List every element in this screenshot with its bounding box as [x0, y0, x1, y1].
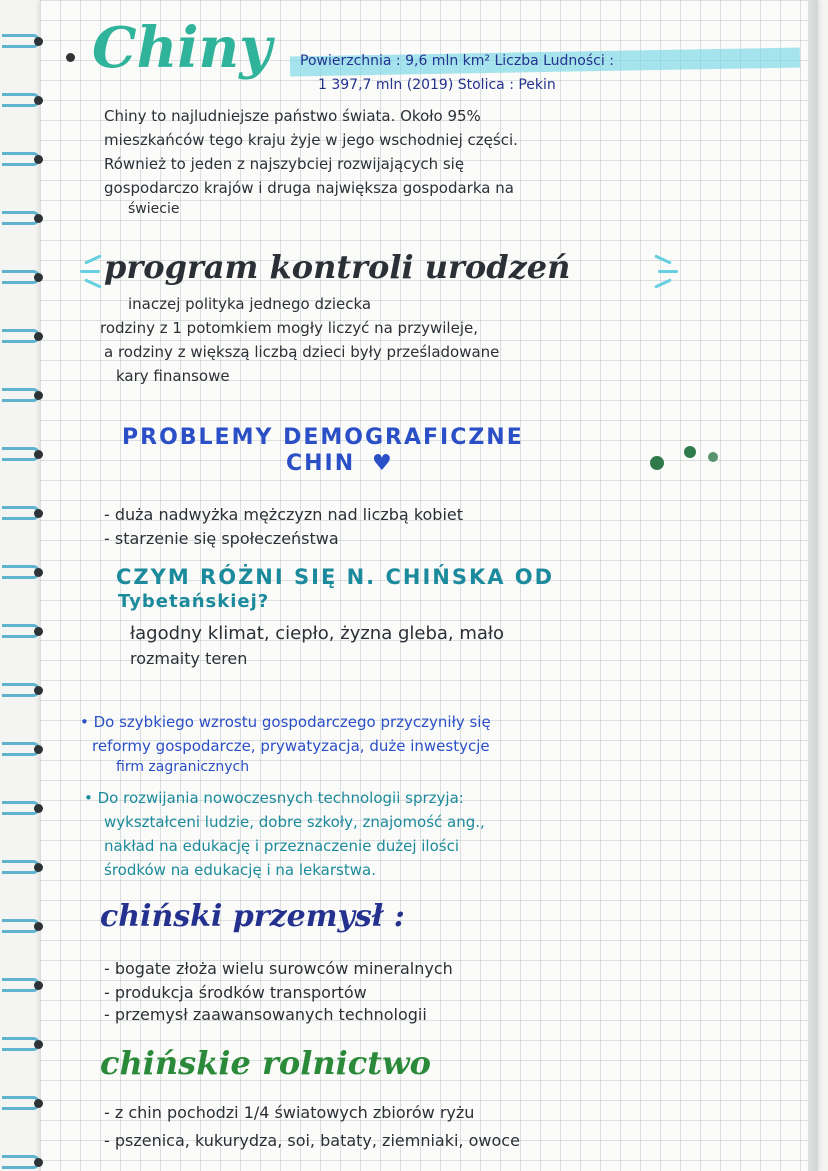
section-heading: program kontroli urodzeń [104, 248, 571, 286]
industry-item: - produkcja środków transportów [104, 983, 367, 1002]
binding-hole [34, 450, 43, 459]
heart-icon: ♥ [372, 451, 392, 476]
birth-control-line: rodziny z 1 potomkiem mogły liczyć na przywileje, [100, 319, 478, 337]
section-heading: chiński przemysł : [100, 899, 405, 934]
intro-line: świecie [128, 201, 180, 217]
intro-line: gospodarczo krajów i druga największa gospodarka na [104, 179, 514, 197]
industry-item: - przemysł zaawansowanych technologii [104, 1005, 427, 1024]
binding-hole [34, 1099, 43, 1108]
binding-hole [34, 745, 43, 754]
binding-hole [34, 96, 43, 105]
intro-line: Również to jeden z najszybciej rozwijających się [104, 155, 465, 173]
comparison-line: rozmaity teren [130, 649, 248, 668]
binding-hole [34, 155, 43, 164]
ink-splash [650, 456, 664, 470]
binding-hole [34, 273, 43, 282]
deco-stroke [658, 270, 678, 273]
birth-control-line: inaczej polityka jednego dziecka [128, 295, 372, 313]
growth-line: reformy gospodarcze, prywatyzacja, duże inwestycje [92, 737, 490, 755]
binding-hole [34, 804, 43, 813]
facts-line-1: Powierzchnia : 9,6 mln km² Liczba Ludności : [300, 53, 614, 69]
growth-line: • Do szybkiego wzrostu gospodarczego przyczyniły się [80, 713, 491, 731]
binding-hole [34, 863, 43, 872]
spiral-binding [0, 0, 46, 1171]
section-heading: CZYM RÓŻNI SIĘ N. CHIŃSKA OD [116, 565, 555, 589]
ink-splash [708, 452, 718, 462]
growth-line: nakład na edukację i przeznaczenie dużej ilości [104, 837, 460, 855]
agriculture-item: - pszenica, kukurydza, soi, bataty, ziemniaki, owoce [104, 1131, 520, 1150]
ink-splash [684, 446, 696, 458]
page-title: Chiny [92, 15, 272, 81]
binding-hole [34, 509, 43, 518]
section-heading: PROBLEMY DEMOGRAFICZNE [122, 425, 524, 450]
binding-hole [34, 686, 43, 695]
intro-line: mieszkańców tego kraju żyje w jego wschodniej części. [104, 131, 518, 149]
binding-hole [34, 922, 43, 931]
binding-hole [34, 214, 43, 223]
deco-stroke [80, 270, 100, 273]
section-heading-2: CHIN [286, 451, 356, 476]
binding-hole [34, 981, 43, 990]
growth-line: firm zagranicznych [116, 759, 250, 775]
industry-item: - bogate złoża wielu surowców mineralnych [104, 959, 453, 978]
growth-line: środków na edukację i na lekarstwa. [104, 861, 376, 879]
section-heading: chińskie rolnictwo [100, 1044, 431, 1082]
growth-line: • Do rozwijania nowoczesnych technologii sprzyja: [84, 789, 464, 807]
page-edge [808, 0, 818, 1171]
demography-item: - duża nadwyżka mężczyzn nad liczbą kobiet [104, 505, 464, 524]
birth-control-line: kary finansowe [116, 367, 230, 385]
comparison-line: łagodny klimat, ciepło, żyzna gleba, mało [130, 623, 505, 644]
growth-line: wykształceni ludzie, dobre szkoły, znajomość ang., [104, 813, 485, 831]
birth-control-line: a rodziny z większą liczbą dzieci były prześladowane [104, 343, 500, 361]
binding-hole [34, 1158, 43, 1167]
binding-hole [34, 391, 43, 400]
section-heading-2: Tybetańskiej? [118, 591, 270, 612]
bullet-dot [66, 53, 75, 62]
intro-line: Chiny to najludniejsze państwo świata. Około 95% [104, 107, 481, 125]
binding-hole [34, 568, 43, 577]
binding-hole [34, 332, 43, 341]
binding-hole [34, 37, 43, 46]
facts-line-2: 1 397,7 mln (2019) Stolica : Pekin [318, 77, 556, 93]
binding-hole [34, 1040, 43, 1049]
agriculture-item: - z chin pochodzi 1/4 światowych zbiorów ryżu [104, 1103, 475, 1122]
demography-item: - starzenie się społeczeństwa [104, 529, 339, 548]
binding-hole [34, 627, 43, 636]
